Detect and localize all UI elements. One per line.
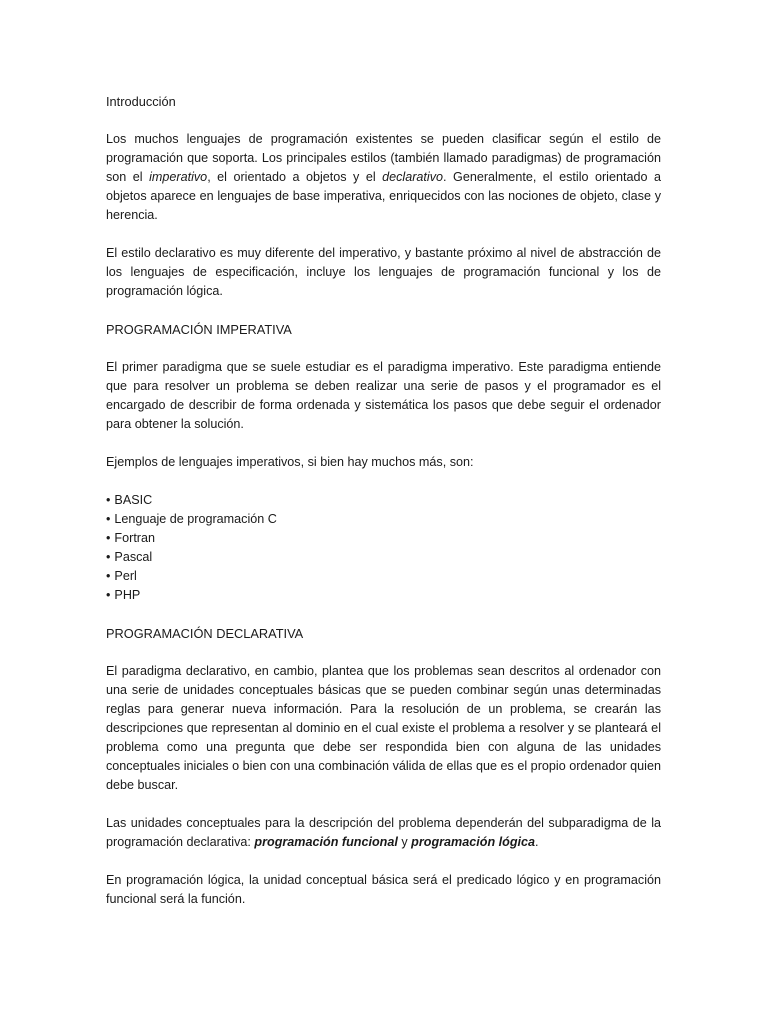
list-item: • Lenguaje de programación C bbox=[106, 512, 277, 526]
bullet-icon: • bbox=[106, 531, 111, 545]
intro-paragraph-1: Los muchos lenguajes de programación existentes se pueden clasificar según el estilo de programación que soporta. Los principales estilos (también llamado paradigmas) de programación son el imperativo, el orientado a objetos y el declarativo. Generalmente, el estilo orientado a objetos aparece en lenguajes de base imperativa, enriquecidos con las nociones de objeto, clase y herencia. bbox=[106, 132, 661, 222]
section-heading-declarativa: PROGRAMACIÓN DECLARATIVA bbox=[106, 626, 304, 641]
list-item: • Pascal bbox=[106, 550, 153, 564]
imperative-paragraph-1: El primer paradigma que se suele estudiar es el paradigma imperativo. Este paradigma entiende que para resolver un problema se deben realizar una serie de pasos y el programador es el encargado de describir de forma ordenada y sistemática los pasos que debe seguir el ordenador para obtener la solución. bbox=[106, 360, 661, 431]
list-item: • Fortran bbox=[106, 531, 156, 545]
bullet-icon: • bbox=[106, 512, 111, 526]
imperative-paragraph-2: Ejemplos de lenguajes imperativos, si bien hay muchos más, son: bbox=[106, 455, 474, 469]
bullet-icon: • bbox=[106, 588, 111, 602]
document-page bbox=[106, 92, 661, 928]
declarative-paragraph-2: Las unidades conceptuales para la descripción del problema dependerán del subparadigma de la programación declarativa: programación funcional y programación lógica. bbox=[106, 816, 661, 849]
section-heading-imperativa: PROGRAMACIÓN IMPERATIVA bbox=[106, 322, 292, 337]
bullet-icon: • bbox=[106, 493, 111, 507]
bullet-icon: • bbox=[106, 569, 111, 583]
imperative-languages-list bbox=[106, 491, 661, 605]
bullet-icon: • bbox=[106, 550, 111, 564]
list-item: • Perl bbox=[106, 569, 137, 583]
list-item: • PHP bbox=[106, 588, 141, 602]
declarative-paragraph-3: En programación lógica, la unidad conceptual básica será el predicado lógico y en programación funcional será la función. bbox=[106, 873, 661, 906]
intro-paragraph-2: El estilo declarativo es muy diferente del imperativo, y bastante próximo al nivel de abstracción de los lenguajes de especificación, incluye los lenguajes de programación funcional y los de programación lógica. bbox=[106, 246, 661, 298]
list-item: • BASIC bbox=[106, 493, 153, 507]
declarative-paragraph-1: El paradigma declarativo, en cambio, plantea que los problemas sean descritos al ordenador con una serie de unidades conceptuales básicas que se pueden combinar según unas determinadas reglas para generar nueva información. Para la resolución de un problema, se crearán las descripciones que representan al dominio en el cual existe el problema a resolver y se planteará el problema como una pregunta que debe ser respondida bien con alguna de las unidades conceptuales iniciales o bien con una combinación válida de ellas que es el propio ordenador quien debe buscar. bbox=[106, 664, 661, 792]
section-heading-introduccion: Introducción bbox=[106, 94, 176, 109]
